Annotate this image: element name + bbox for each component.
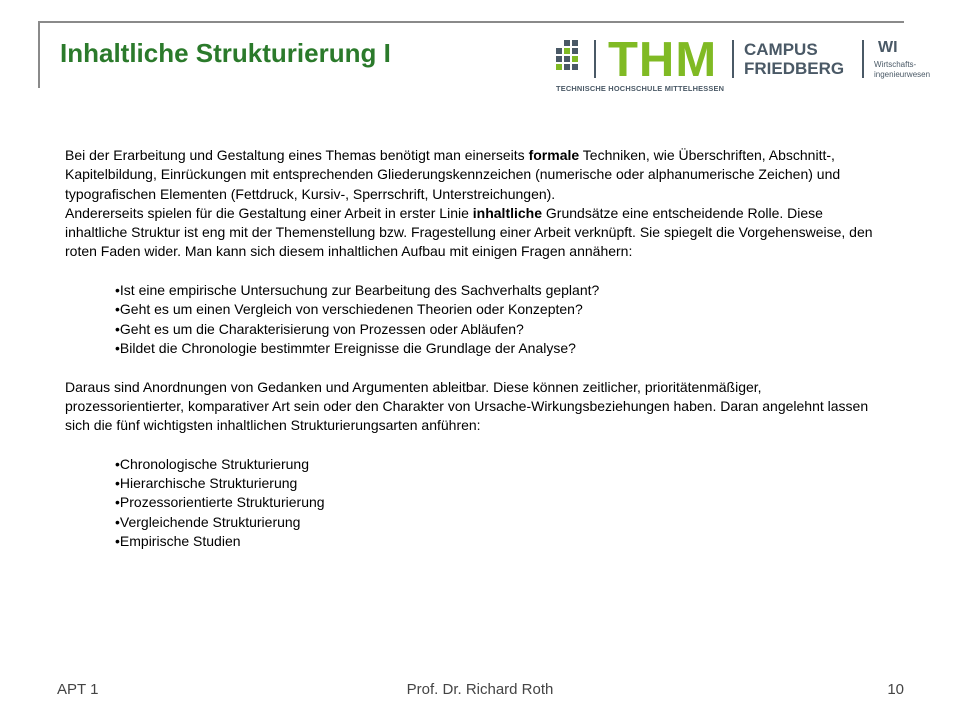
list-item: •Bildet die Chronologie bestimmter Ereignisse die Grundlage der Analyse? xyxy=(115,339,576,356)
logo-divider xyxy=(862,40,864,78)
logo-divider xyxy=(732,40,734,78)
list-item: •Hierarchische Strukturierung xyxy=(115,475,298,492)
logo-thm-text: THM xyxy=(608,33,718,87)
list-item: •Geht es um die Charakterisierung von Prozessen oder Abläufen? xyxy=(115,320,524,337)
footer-page-number: 10 xyxy=(887,681,904,698)
list-item: •Prozessorientierte Strukturierung xyxy=(115,494,325,511)
slide-title: Inhaltliche Strukturierung I xyxy=(60,38,391,68)
thm-logo xyxy=(552,33,932,98)
list-item: •Empirische Studien xyxy=(115,532,241,549)
list-item: •Chronologische Strukturierung xyxy=(115,455,310,472)
paragraph-arrangements: Daraus sind Anordnungen von Gedanken und Argumenten ableitbar. Diese können zeitlicher, prioritätenmäßiger, prozessorientierter, komparativer Art sein oder den Charakter von Ursache-Wirkungsbeziehungen haben. Daran angelehnt lassen sich die fünf wichtigsten inhaltlichen Strukturierungsarten anführen: xyxy=(65,378,869,434)
question-list xyxy=(65,281,880,358)
list-item: •Ist eine empirische Untersuchung zur Bearbeitung des Sachverhalts geplant? xyxy=(115,282,600,299)
list-item: •Vergleichende Strukturierung xyxy=(115,513,301,530)
logo-institution-name: TECHNISCHE HOCHSCHULE MITTELHESSEN xyxy=(556,84,725,93)
thm-grid-icon xyxy=(552,40,582,76)
slide-body xyxy=(65,146,880,551)
slide-frame-left-line xyxy=(38,21,40,88)
paragraph-formal: Bei der Erarbeitung und Gestaltung eines Themas benötigt man einerseits formale Techniken, wie Überschriften, Abschnitt-, Kapitelbildung, Einrückungen mit entsprechenden Gliederungskennzeichen (numerische oder alphanumerische Zeichen) und typografischen Elementen (Fettdruck, Kursiv-, Sperrschrift, Unterstreichungen). xyxy=(65,147,841,202)
footer-author: Prof. Dr. Richard Roth xyxy=(406,681,554,698)
slide-frame-top-line xyxy=(38,21,904,23)
logo-divider xyxy=(594,40,596,78)
footer-course: APT 1 xyxy=(57,681,99,698)
logo-wi-subtitle: Wirtschafts- ingenieurwesen xyxy=(874,60,931,79)
structuring-types-list xyxy=(65,455,880,551)
logo-wi-text: WI xyxy=(878,39,898,56)
list-item: •Geht es um einen Vergleich von verschiedenen Theorien oder Konzepten? xyxy=(115,301,583,318)
logo-campus-text: CAMPUS FRIEDBERG xyxy=(744,40,845,78)
paragraph-content: Andererseits spielen für die Gestaltung einer Arbeit in erster Linie inhaltliche Grundsätze eine entscheidende Rolle. Diese inhaltliche Struktur ist eng mit der Themenstellung bzw. Fragestellung einer Arbeit verknüpft. Sie spiegelt die Vorgehensweise, den roten Faden wider. Man kann sich diesem inhaltlichen Aufbau mit einigen Fragen annähern: xyxy=(65,204,873,260)
